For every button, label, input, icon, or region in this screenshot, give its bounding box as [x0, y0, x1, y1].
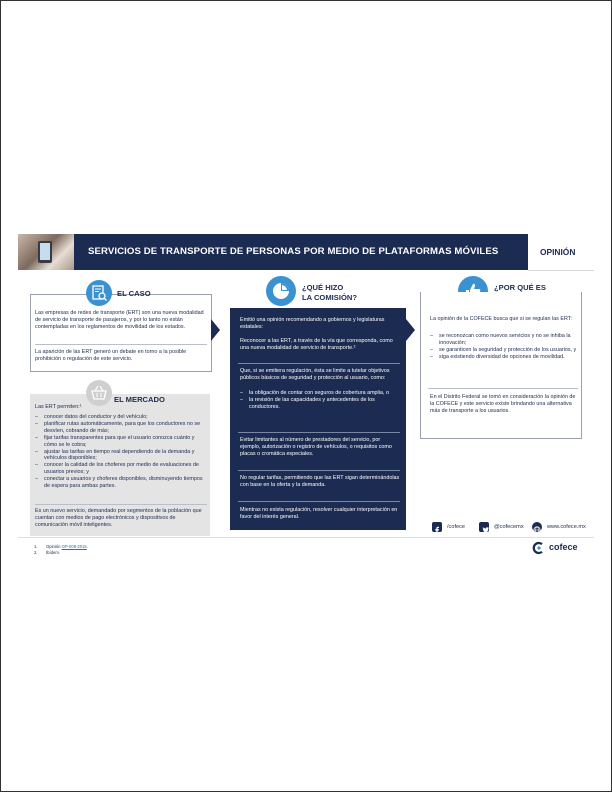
comision-circle [266, 276, 296, 306]
arrow-caso [211, 319, 220, 341]
shopping-basket-icon [86, 380, 112, 406]
list-item: – se garanticen la seguridad y protección de los usuarios, y [430, 347, 578, 354]
facebook-link[interactable]: /cofece [447, 524, 466, 530]
list-item: – planificar rutas automáticamente, para que los conductores no se desvíen, cobrando de más; [35, 421, 207, 435]
comision-divider-3 [238, 470, 400, 471]
pie-chart-icon [266, 276, 296, 306]
cofece-logo: cofece [549, 542, 578, 552]
caso-title: EL CASO [117, 289, 151, 298]
mercado-title: EL MERCADO [114, 395, 165, 404]
comision-title-line-1: ¿QUÉ HIZO [302, 283, 344, 292]
importante-title-line-1: ¿POR QUÉ ES [494, 283, 546, 292]
importante-paragraph-2: En el Distrito Federal se tomó en consideración la opinión de la COFECE y este servicio existe brindando una alternativa más de transporte a los usuarios. [430, 394, 576, 414]
cofece-logo-icon [532, 541, 546, 555]
caso-divider [35, 344, 207, 345]
list-item: – la obligación de contar con seguros de cobertura amplia, o [240, 390, 400, 397]
list-item: – la revisión de las capacidades y antecedentes de los conductores. [240, 397, 400, 411]
importante-divider [428, 388, 578, 389]
footnotes [34, 544, 88, 555]
comision-divider-2 [238, 432, 400, 433]
mercado-divider [35, 504, 207, 505]
list-item: – ajustar las tarifas en tiempo real dependiendo de la demanda y vehículos disponibles; [35, 449, 207, 463]
header-photo [18, 234, 74, 270]
importante-box [420, 292, 582, 439]
list-item: – fijar tarifas transparentes para que el usuario conozca cuánto y cómo se le cobra; [35, 435, 207, 449]
infographic-slide [18, 234, 594, 560]
comision-title-line-2: LA COMISIÓN? [302, 293, 357, 302]
comision-paragraph-3: Que, si se emitiera regulación, ésta se limite a tutelar objetivos públicos básicos de seguridad y protección al usuario, como: [240, 368, 390, 381]
footer-divider [18, 537, 594, 538]
footnote: 2. Ibídem. [34, 549, 60, 555]
list-item: – se reconozcan como nuevos servicios y no se inhiba la innovación; [430, 333, 578, 347]
comision-divider-4 [238, 501, 400, 502]
caso-paragraph-1: Las empresas de redes de transporte (ERT) son una nueva modalidad de servicio de transporte de pasajeros, y por lo tanto no están contempladas en los reglamentos de movilidad de los estados. [35, 310, 204, 330]
caso-paragraph-2: La aparición de las ERT generó un debate en torno a la posible prohibición o regulación de este servicio. [35, 349, 187, 362]
web-link[interactable]: www.cofece.mx [547, 524, 586, 530]
arrow-comision [406, 319, 415, 341]
comision-divider-1 [238, 363, 400, 364]
importante-list [430, 333, 578, 361]
twitter-icon[interactable] [479, 522, 489, 532]
document-search-icon [86, 280, 112, 306]
list-item: – conocer la calidad de los choferes por medio de evaluaciones de usuarios previos; y [35, 462, 207, 476]
facebook-icon[interactable] [432, 522, 442, 532]
mercado-circle [86, 380, 112, 406]
opinion-tag: OPINIÓN [540, 247, 576, 257]
list-item: – conectar a usuarios y choferes disponibles, disminuyendo tiempos de espera para ambas partes. [35, 476, 207, 490]
mercado-intro: Las ERT permiten:¹ [35, 404, 82, 410]
comision-paragraph-4: Evitar limitantes al número de prestadores del servicio, por ejemplo, autorización o registro de vehículos, o requisitos como placas o cromática especiales. [240, 437, 392, 457]
comision-paragraph-5: No regular tarifas, permitiendo que las ERT sigan determinándolas con base en la oferta y la demanda. [240, 475, 400, 488]
mercado-closing: Es un nuevo servicio, demandado por segmentos de la población que cuentan con medios de pago electrónicos y dispositivos de comunicación móvil inteligentes. [35, 508, 202, 528]
footnote: 1. Opinión OP-008-2015. [34, 544, 88, 549]
list-item: – siga existiendo diversidad de opciones de movilidad. [430, 354, 578, 361]
footnote-link[interactable]: OP-008-2015 [61, 544, 87, 549]
caso-circle [86, 280, 112, 306]
comision-paragraph-1: Emitió una opinión recomendando a gobiernos y legislaturas estatales: [240, 317, 385, 330]
twitter-link[interactable]: @cofecemx [494, 524, 524, 530]
comision-paragraph-2: Reconocer a las ERT, a través de la vía que corresponda, como una nueva modalidad de servicio de transporte.² [240, 338, 393, 351]
mercado-list [35, 414, 207, 490]
comision-list [240, 390, 400, 411]
comision-paragraph-6: Mientras no exista regulación, resolver cualquier interpretación en favor del interés general. [240, 507, 398, 520]
web-icon[interactable] [532, 522, 542, 532]
importante-intro: La opinión de la COFECE busca que si se regulan las ERT: [430, 316, 572, 322]
page-title: SERVICIOS DE TRANSPORTE DE PERSONAS POR MEDIO DE PLATAFORMAS MÓVILES [88, 246, 499, 257]
list-item: – conocer datos del conductor y del vehículo; [35, 414, 207, 421]
